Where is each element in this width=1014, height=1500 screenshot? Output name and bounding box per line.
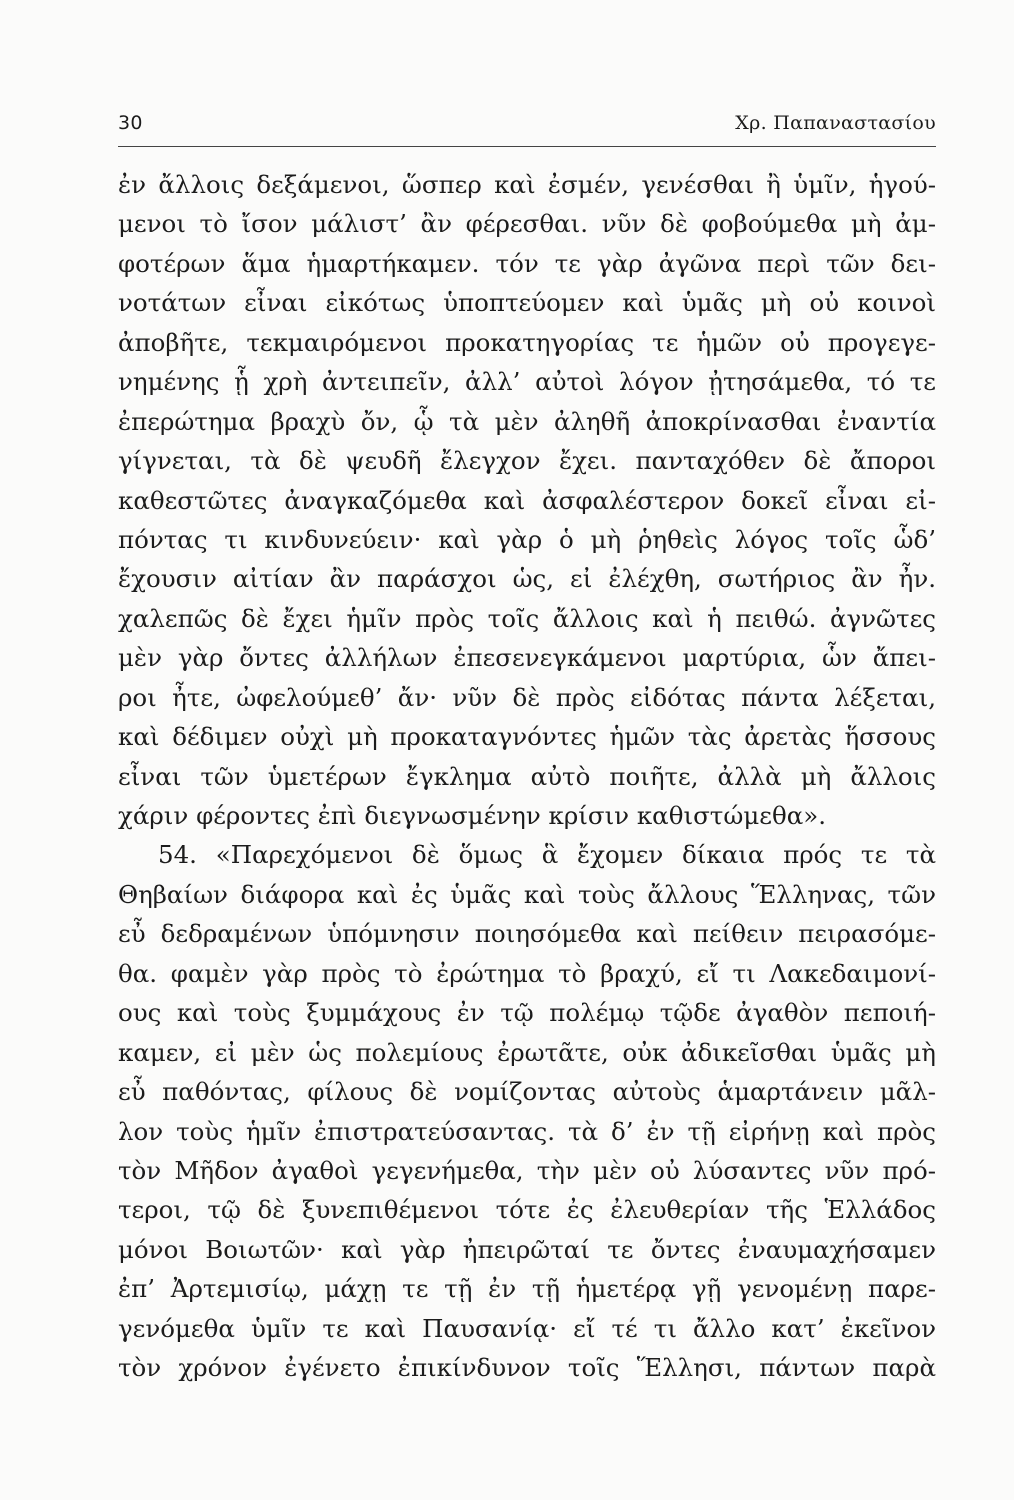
page-header <box>118 112 936 147</box>
text-line: χάριν φέροντες ἐπὶ διεγνωσμένην κρίσιν καθιστώμεθα». <box>118 801 827 830</box>
text-line: καμεν, εἰ μὲν ὡς πολεμίους ἐρωτᾶτε, οὐκ ἀδικεῖσθαι ὑμᾶς μὴ <box>118 1037 936 1067</box>
text-line: γενόμεθα ὑμῖν τε καὶ Παυσανίᾳ· εἴ τέ τι ἄλλο κατ’ ἐκεῖνον <box>118 1313 936 1343</box>
text-line: νημένης ᾗ χρὴ ἀντειπεῖν, ἀλλ’ αὐτοὶ λόγον ᾐτησάμεθα, τό τε <box>118 367 936 397</box>
running-head: Χρ. Παπαναστασίου <box>735 112 936 134</box>
text-line: ους καὶ τοὺς ξυμμάχους ἐν τῷ πολέμῳ τῷδε ἀγαθὸν πεποιή- <box>118 998 936 1028</box>
text-line: μενοι τὸ ἴσον μάλιστ’ ἂν φέρεσθαι. νῦν δὲ φοβούμεθα μὴ ἀμ- <box>118 209 936 239</box>
text-line: ροι ἦτε, ὠφελούμεθ’ ἄν· νῦν δὲ πρὸς εἰδότας πάντα λέξεται, <box>118 682 936 712</box>
text-line: πόντας τι κινδυνεύειν· καὶ γὰρ ὁ μὴ ῥηθεὶς λόγος τοῖς ὧδ’ <box>118 524 936 554</box>
text-line: ἔχουσιν αἰτίαν ἂν παράσχοι ὡς, εἰ ἐλέχθη, σωτήριος ἂν ἦν. <box>118 564 936 594</box>
text-line: μὲν γὰρ ὄντες ἀλλήλων ἐπεσενεγκάμενοι μαρτύρια, ὧν ἄπει- <box>118 643 936 673</box>
text-line: ἀποβῆτε, τεκμαιρόμενοι προκατηγορίας τε ἡμῶν οὐ προγεγε- <box>118 327 936 357</box>
page-number: 30 <box>118 112 143 134</box>
text-line: χαλεπῶς δὲ ἔχει ἡμῖν πρὸς τοῖς ἄλλοις καὶ ἡ πειθώ. ἀγνῶτες <box>118 603 936 633</box>
text-line: ἐπερώτημα βραχὺ ὄν, ᾧ τὰ μὲν ἀληθῆ ἀποκρίνασθαι ἐναντία <box>118 406 936 436</box>
text-line: τὸν χρόνον ἐγένετο ἐπικίνδυνον τοῖς Ἕλλησι, πάντων παρὰ <box>118 1353 936 1383</box>
text-line: καθεστῶτες ἀναγκαζόμεθα καὶ ἀσφαλέστερον δοκεῖ εἶναι εἰ- <box>118 485 936 515</box>
text-line: καὶ δέδιμεν οὐχὶ μὴ προκαταγνόντες ἡμῶν τὰς ἀρετὰς ἥσσους <box>118 722 936 752</box>
text-line: εἶναι τῶν ὑμετέρων ἔγκλημα αὐτὸ ποιῆτε, ἀλλὰ μὴ ἄλλοις <box>118 761 936 791</box>
paragraph-start-line: 54. «Παρεχόμενοι δὲ ὅμως ἃ ἔχομεν δίκαια πρός τε τὰ <box>158 840 936 870</box>
text-line: ἐπ’ Ἀρτεμισίῳ, μάχῃ τε τῇ ἐν τῇ ἡμετέρᾳ γῇ γενομένῃ παρε- <box>118 1274 936 1304</box>
text-line: μόνοι Βοιωτῶν· καὶ γὰρ ἠπειρῶταί τε ὄντες ἐναυμαχήσαμεν <box>118 1234 936 1264</box>
text-line: νοτάτων εἶναι εἰκότως ὑποπτεύομεν καὶ ὑμᾶς μὴ οὐ κοινοὶ <box>118 288 936 318</box>
text-line: τὸν Μῆδον ἀγαθοὶ γεγενήμεθα, τὴν μὲν οὐ λύσαντες νῦν πρό- <box>118 1155 936 1185</box>
text-line: ἐν ἄλλοις δεξάμενοι, ὥσπερ καὶ ἐσμέν, γενέσθαι ἢ ὑμῖν, ἡγού- <box>118 170 936 199</box>
text-line: τεροι, τῷ δὲ ξυνεπιθέμενοι τότε ἐς ἐλευθερίαν τῆς Ἑλλάδος <box>118 1195 936 1225</box>
body-text <box>118 165 936 1388</box>
text-line: εὖ δεδραμένων ὑπόμνησιν ποιησόμεθα καὶ πείθειν πειρασόμε- <box>118 919 936 949</box>
book-page <box>118 112 936 1388</box>
text-line: γίγνεται, τὰ δὲ ψευδῆ ἔλεγχον ἔχει. πανταχόθεν δὲ ἄποροι <box>118 446 936 476</box>
text-line: Θηβαίων διάφορα καὶ ἐς ὑμᾶς καὶ τοὺς ἄλλους Ἕλληνας, τῶν <box>118 879 936 909</box>
text-line: εὖ παθόντας, φίλους δὲ νομίζοντας αὐτοὺς ἁμαρτάνειν μᾶλ- <box>118 1077 936 1107</box>
text-line: θα. φαμὲν γὰρ πρὸς τὸ ἐρώτημα τὸ βραχύ, εἴ τι Λακεδαιμονί- <box>118 958 936 988</box>
text-line: λον τοὺς ἡμῖν ἐπιστρατεύσαντας. τὰ δ’ ἐν τῇ εἰρήνῃ καὶ πρὸς <box>118 1116 936 1146</box>
text-line: φοτέρων ἅμα ἡμαρτήκαμεν. τόν τε γὰρ ἀγῶνα περὶ τῶν δει- <box>118 248 936 278</box>
